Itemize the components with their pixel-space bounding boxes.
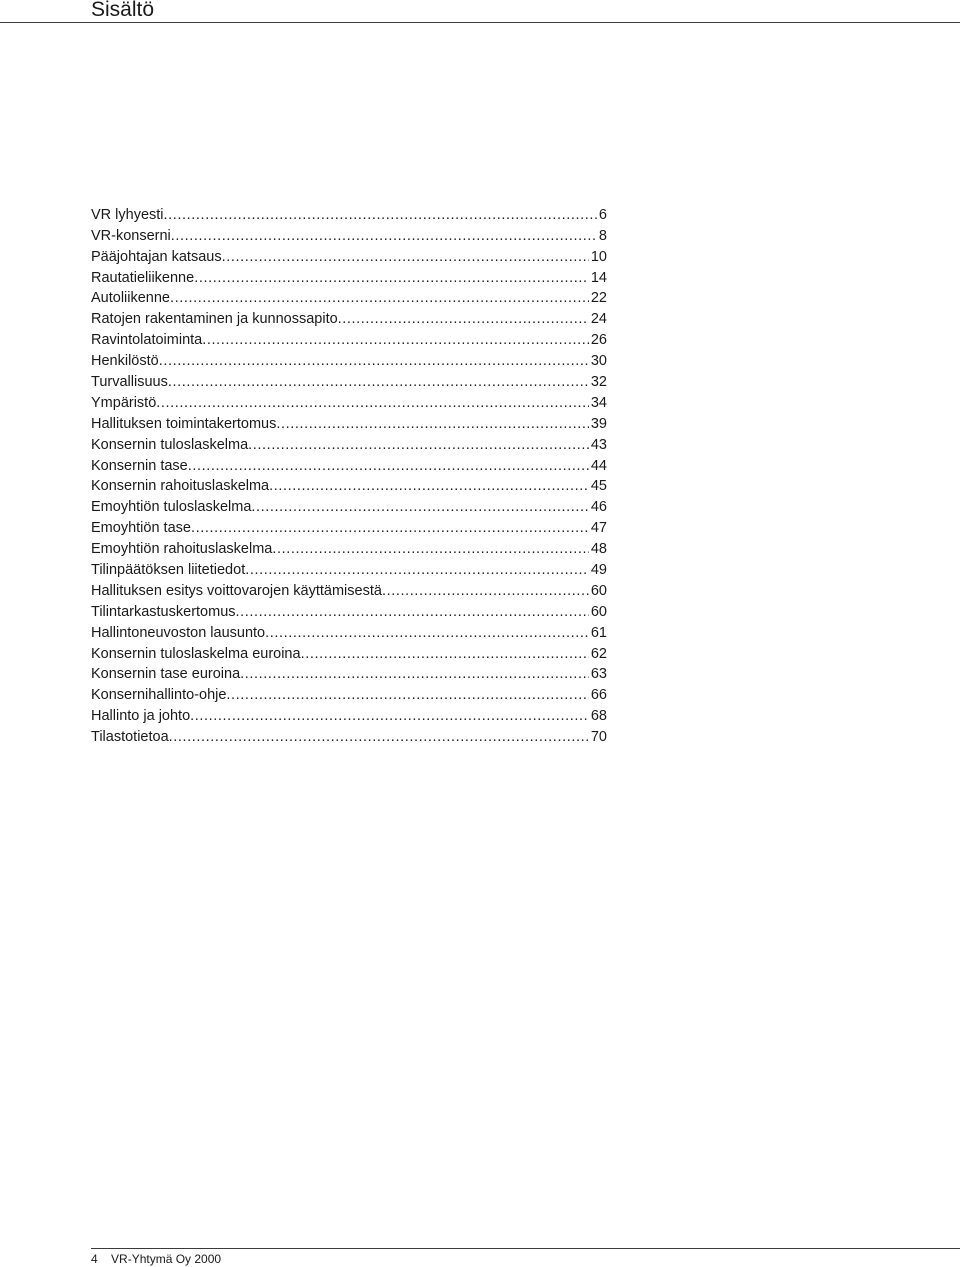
toc-entry[interactable] [91, 559, 607, 580]
toc-entry-label: VR-konserni [91, 227, 171, 244]
toc-entry[interactable] [91, 267, 607, 288]
toc-entry[interactable] [91, 601, 607, 622]
toc-dot-leader [159, 351, 589, 371]
toc-entry[interactable] [91, 476, 607, 497]
toc-dot-leader [169, 727, 589, 747]
toc-entry[interactable] [91, 496, 607, 517]
toc-entry-page-number: 60 [590, 603, 607, 620]
toc-entry-label: Ravintolatoiminta [91, 332, 203, 349]
toc-entry-page-number: 49 [590, 562, 607, 579]
toc-entry[interactable] [91, 308, 607, 329]
toc-entry-label: Konsernin tuloslaskelma [91, 436, 249, 453]
toc-entry-label: Tilintarkastuskertomus [91, 603, 236, 620]
toc-entry[interactable] [91, 329, 607, 350]
toc-entry[interactable] [91, 413, 607, 434]
toc-entry-label: Henkilöstö [91, 353, 159, 370]
toc-entry-page-number: 32 [590, 374, 607, 391]
toc-entry-label: Tilastotietoa [91, 729, 169, 746]
toc-dot-leader [265, 623, 589, 643]
toc-entry-label: Konsernin tase euroina [91, 666, 241, 683]
toc-dot-leader [164, 205, 597, 225]
toc-entry-page-number: 34 [590, 394, 607, 411]
toc-entry-label: Hallituksen esitys voittovarojen käyttämisestä [91, 582, 382, 599]
toc-entry-label: Konsernin tase [91, 457, 188, 474]
toc-dot-leader [170, 288, 589, 308]
toc-entry-label: Ympäristö [91, 394, 157, 411]
toc-entry[interactable] [91, 538, 607, 559]
toc-entry-page-number: 39 [590, 415, 607, 432]
footer-page-number: 4 [91, 1252, 98, 1266]
footer-divider [91, 1248, 960, 1249]
toc-dot-leader [226, 685, 588, 705]
toc-dot-leader [272, 539, 589, 559]
toc-dot-leader [240, 664, 589, 684]
toc-entry-page-number: 62 [590, 645, 607, 662]
toc-entry-page-number: 60 [590, 582, 607, 599]
footer-publisher: VR-Yhtymä Oy 2000 [111, 1252, 222, 1266]
toc-entry-label: Konsernihallinto-ohje [91, 687, 227, 704]
toc-entry-page-number: 10 [590, 248, 607, 265]
toc-entry-label: Turvallisuus [91, 374, 168, 391]
toc-entry-page-number: 70 [590, 729, 607, 746]
toc-entry-label: Hallinto ja johto [91, 708, 191, 725]
page-footer [91, 1251, 221, 1267]
toc-entry-label: Emoyhtiön tase [91, 520, 191, 537]
toc-entry-label: Ratojen rakentaminen ja kunnossapito [91, 311, 338, 328]
toc-entry-page-number: 14 [590, 269, 607, 286]
toc-entry-page-number: 48 [590, 541, 607, 558]
toc-dot-leader [301, 644, 589, 664]
toc-dot-leader [188, 456, 589, 476]
toc-entry-label: Hallintoneuvoston lausunto [91, 624, 266, 641]
toc-entry[interactable] [91, 350, 607, 371]
toc-entry-label: Emoyhtiön tuloslaskelma [91, 499, 252, 516]
toc-entry[interactable] [91, 225, 607, 246]
toc-dot-leader [251, 497, 588, 517]
toc-entry-label: Autoliikenne [91, 290, 170, 307]
toc-entry-page-number: 47 [590, 520, 607, 537]
table-of-contents [91, 204, 607, 747]
toc-dot-leader [382, 581, 589, 601]
toc-dot-leader [168, 372, 589, 392]
toc-entry[interactable] [91, 726, 607, 747]
toc-entry[interactable] [91, 434, 607, 455]
toc-entry-label: Konsernin rahoituslaskelma [91, 478, 270, 495]
toc-entry[interactable] [91, 580, 607, 601]
toc-entry[interactable] [91, 684, 607, 705]
toc-entry-page-number: 8 [598, 227, 607, 244]
toc-dot-leader [236, 602, 589, 622]
toc-entry-label: Hallituksen toimintakertomus [91, 415, 277, 432]
toc-entry-page-number: 61 [590, 624, 607, 641]
toc-entry-page-number: 68 [590, 708, 607, 725]
toc-entry-page-number: 43 [590, 436, 607, 453]
toc-entry[interactable] [91, 517, 607, 538]
toc-dot-leader [338, 309, 589, 329]
toc-entry[interactable] [91, 288, 607, 309]
toc-entry-page-number: 45 [590, 478, 607, 495]
toc-dot-leader [190, 706, 589, 726]
toc-entry[interactable] [91, 664, 607, 685]
toc-entry-page-number: 46 [590, 499, 607, 516]
toc-entry-label: Emoyhtiön rahoituslaskelma [91, 541, 273, 558]
toc-dot-leader [194, 268, 589, 288]
toc-entry[interactable] [91, 705, 607, 726]
toc-entry-label: VR lyhyesti [91, 206, 164, 223]
toc-entry[interactable] [91, 204, 607, 225]
toc-entry[interactable] [91, 246, 607, 267]
toc-dot-leader [269, 476, 589, 496]
toc-entry-page-number: 66 [590, 687, 607, 704]
page-title: Sisältö [91, 0, 155, 21]
toc-dot-leader [171, 226, 597, 246]
toc-entry[interactable] [91, 371, 607, 392]
header-divider [0, 22, 960, 23]
toc-dot-leader [248, 435, 589, 455]
toc-dot-leader [202, 330, 589, 350]
toc-entry[interactable] [91, 392, 607, 413]
toc-entry-page-number: 44 [590, 457, 607, 474]
toc-entry-page-number: 30 [590, 353, 607, 370]
toc-dot-leader [245, 560, 589, 580]
toc-entry[interactable] [91, 455, 607, 476]
toc-entry-page-number: 26 [590, 332, 607, 349]
toc-entry-label: Rautatieliikenne [91, 269, 195, 286]
toc-entry-page-number: 6 [598, 206, 607, 223]
toc-entry-page-number: 22 [590, 290, 607, 307]
toc-dot-leader [222, 247, 589, 267]
toc-entry-label: Pääjohtajan katsaus [91, 248, 222, 265]
toc-dot-leader [276, 414, 589, 434]
toc-entry-label: Konsernin tuloslaskelma euroina [91, 645, 301, 662]
toc-dot-leader [191, 518, 589, 538]
toc-entry[interactable] [91, 643, 607, 664]
toc-entry[interactable] [91, 622, 607, 643]
toc-entry-page-number: 63 [590, 666, 607, 683]
toc-entry-label: Tilinpäätöksen liitetiedot [91, 562, 246, 579]
toc-dot-leader [156, 393, 589, 413]
toc-entry-page-number: 24 [590, 311, 607, 328]
